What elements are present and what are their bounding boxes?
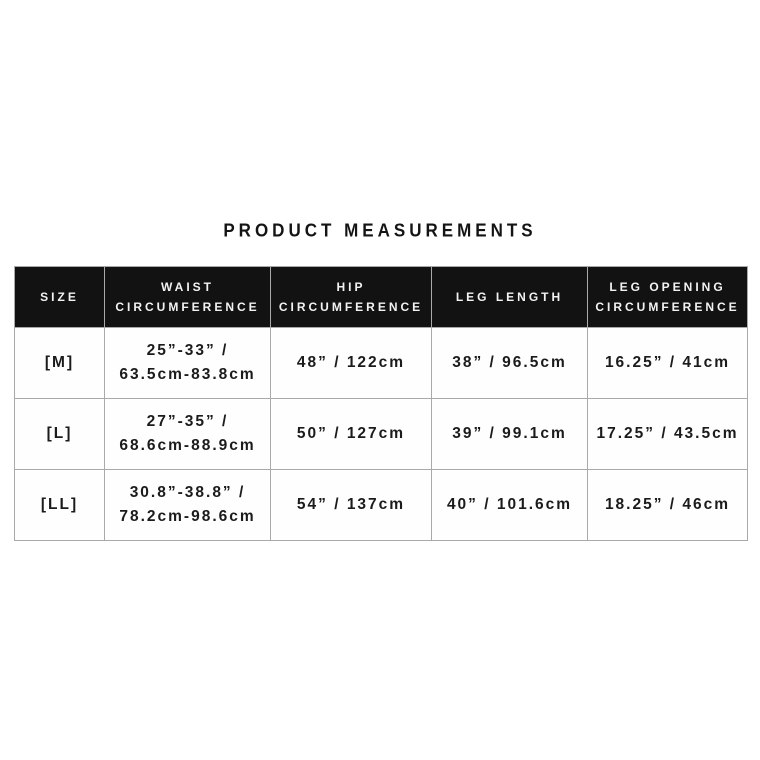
cell-leg-opening-circumference bbox=[588, 470, 748, 541]
column-header-waist-circumference bbox=[105, 267, 271, 328]
waist-inches: 27”-35” / bbox=[146, 412, 229, 430]
cell-hip-circumference bbox=[271, 328, 432, 399]
header-label-line2: CIRCUMFERENCE bbox=[115, 300, 260, 314]
cell-waist-circumference bbox=[105, 470, 271, 541]
leg-opening-value: 17.25” / 43.5cm bbox=[596, 424, 739, 442]
cell-size bbox=[15, 328, 105, 399]
waist-cm: 78.2cm-98.6cm bbox=[119, 508, 256, 525]
hip-value: 50” / 127cm bbox=[296, 424, 406, 442]
header-label-line2: CIRCUMFERENCE bbox=[595, 300, 740, 314]
leg-length-value: 40” / 101.6cm bbox=[446, 495, 573, 513]
waist-inches: 30.8”-38.8” / bbox=[129, 483, 246, 501]
cell-waist-circumference bbox=[105, 328, 271, 399]
leg-opening-value: 18.25” / 46cm bbox=[604, 495, 731, 513]
column-header-size bbox=[15, 267, 105, 328]
size-value: [L] bbox=[46, 424, 73, 442]
cell-leg-opening-circumference bbox=[588, 399, 748, 470]
header-label: LEG LENGTH bbox=[455, 289, 564, 304]
hip-value: 48” / 122cm bbox=[296, 353, 406, 371]
cell-leg-opening-circumference bbox=[588, 328, 748, 399]
column-header-leg-length bbox=[432, 267, 588, 328]
column-header-leg-opening-circumference bbox=[588, 267, 748, 328]
table-row-size-l bbox=[15, 399, 748, 470]
table-row-size-m bbox=[15, 328, 748, 399]
size-value: [LL] bbox=[40, 495, 79, 513]
table-row-size-ll bbox=[15, 470, 748, 541]
leg-length-value: 39” / 99.1cm bbox=[452, 424, 567, 442]
hip-value: 54” / 137cm bbox=[296, 495, 406, 513]
header-label: SIZE bbox=[40, 289, 79, 304]
waist-cm: 68.6cm-88.9cm bbox=[119, 437, 256, 454]
header-label-line1: WAIST bbox=[161, 279, 214, 294]
table-header-row bbox=[15, 267, 748, 328]
leg-opening-value: 16.25” / 41cm bbox=[604, 353, 731, 371]
cell-leg-length bbox=[432, 470, 588, 541]
waist-cm: 63.5cm-83.8cm bbox=[119, 366, 256, 383]
size-value: [M] bbox=[44, 353, 75, 371]
cell-waist-circumference bbox=[105, 399, 271, 470]
cell-size bbox=[15, 470, 105, 541]
cell-leg-length bbox=[432, 399, 588, 470]
cell-hip-circumference bbox=[271, 470, 432, 541]
cell-size bbox=[15, 399, 105, 470]
leg-length-value: 38” / 96.5cm bbox=[452, 353, 567, 371]
header-label-line2: CIRCUMFERENCE bbox=[278, 300, 424, 314]
product-measurements-table bbox=[14, 266, 748, 541]
waist-inches: 25”-33” / bbox=[146, 341, 229, 359]
header-label-line1: HIP bbox=[336, 279, 366, 294]
cell-leg-length bbox=[432, 328, 588, 399]
page-title: PRODUCT MEASUREMENTS bbox=[223, 220, 537, 241]
column-header-hip-circumference bbox=[271, 267, 432, 328]
cell-hip-circumference bbox=[271, 399, 432, 470]
header-label-line1: LEG OPENING bbox=[609, 279, 726, 294]
